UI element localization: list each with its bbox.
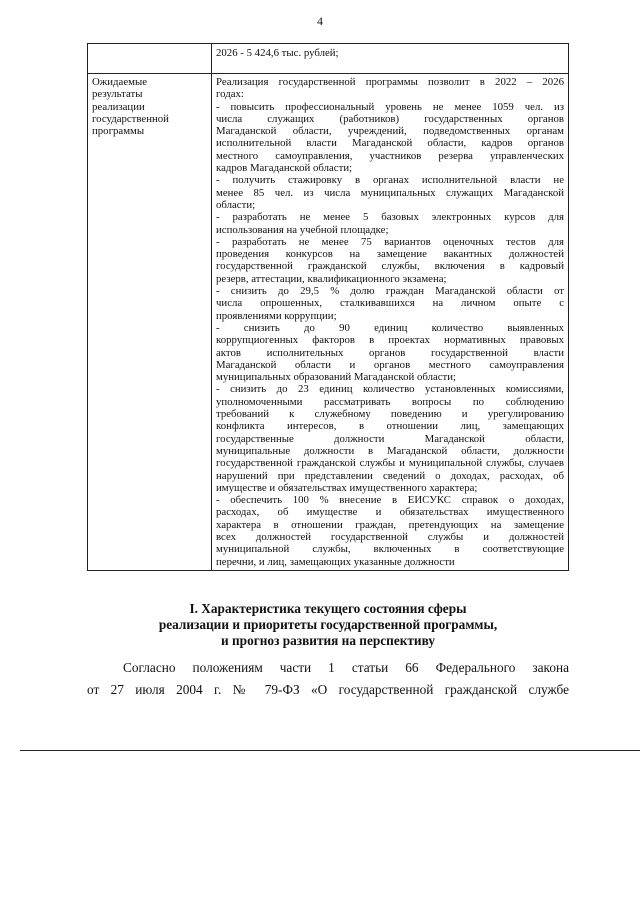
table-row <box>88 44 569 74</box>
text-line: - снизить до 29,5 % долю граждан Магаданской области от <box>216 285 564 298</box>
section-title-line: I. Характеристика текущего состояния сферы <box>189 601 467 616</box>
section-title <box>87 601 569 649</box>
program-passport-table <box>87 43 569 571</box>
text-line: местного самоуправления, участников резерва управленческих <box>216 149 564 162</box>
text-line: - разработать не менее 75 вариантов оценочных тестов для <box>216 235 564 248</box>
text-line: - снизить до 90 единиц количество выявленных <box>216 321 564 334</box>
text-line: использования на учебной площадке; <box>216 223 389 236</box>
text-line: требований к служебному поведению и урегулированию <box>216 408 564 421</box>
text-line: кадров Магаданской области; <box>216 162 353 175</box>
text-line: менее 85 чел. из числа муниципальных служащих Магаданской <box>216 186 564 199</box>
body-line: от 27 июля 2004 г. № 79-ФЗ «О государственной гражданской службе <box>87 682 569 697</box>
expected-results-value-cell <box>212 74 569 571</box>
text-line: расходах, об имуществе и обязательствах имущественного <box>216 506 564 519</box>
label-line: реализации <box>92 100 145 113</box>
label-line: результаты <box>92 88 143 101</box>
text-line: - повысить профессиональный уровень не менее 1059 чел. из <box>216 100 564 113</box>
page-divider-line <box>20 750 640 751</box>
text-line: - разработать не менее 5 базовых электронных курсов для <box>216 211 564 224</box>
text-line: всех должностей государственной службы и должностей <box>216 530 564 543</box>
text-line: проявлениями коррупции; <box>216 309 337 322</box>
text-line: нарушений при представлении сведений о доходах, расходах, об <box>216 469 564 482</box>
text-line: проведения конкурсов на замещение вакантных должностей <box>216 248 564 261</box>
text-line: имуществе и обязательствах имущественного характера; <box>216 481 478 494</box>
text-line: актов исполнительных органов государственной власти <box>216 346 564 359</box>
text-line: - получить стажировку в органах исполнительной власти не <box>216 174 564 187</box>
body-line: Согласно положениям части 1 статьи 66 Федерального закона <box>123 660 569 675</box>
text-line: числа опрошенных, сталкивавшихся на личном опыте с <box>216 297 564 310</box>
funding-amount-cell: 2026 - 5 424,6 тыс. рублей; <box>212 44 569 74</box>
text-line: муниципальных образований Магаданской области; <box>216 371 457 384</box>
label-line: программы <box>92 125 145 138</box>
page-number: 4 <box>317 14 323 28</box>
text-line: государственной гражданской службы и муниципальной службы, случаев <box>216 457 564 470</box>
value-lines <box>216 76 564 568</box>
body-paragraph <box>87 657 569 701</box>
label-line: государственной <box>92 112 169 125</box>
text-line: годах: <box>216 88 244 101</box>
table-cell-empty <box>88 44 212 74</box>
text-line: характера в отношении граждан, претендующих на замещение <box>216 518 564 531</box>
text-line: конфликта интересов, в отношении лиц, замещающих <box>216 420 564 433</box>
text-line: - обеспечить 100 % внесение в ЕИСУКС справок о доходах, <box>216 494 564 507</box>
text-line: Магаданской области, учреждений, подведомственных органам <box>216 125 564 138</box>
label-lines <box>92 76 207 137</box>
text-line: резерв, аттестации, квалификационного экзамена; <box>216 272 447 285</box>
text-line: области; <box>216 198 256 211</box>
text-line: Магаданской области и органов местного самоуправления <box>216 358 564 371</box>
text-line: исполнительной власти Магаданской области, кадров органов <box>216 137 564 150</box>
text-line: - снизить до 23 единиц количество установленных комиссиями, <box>216 383 564 396</box>
text-line: муниципальной службы, включенных в соответствующие <box>216 543 564 556</box>
text-line: Реализация государственной программы позволит в 2022 – 2026 <box>216 76 564 88</box>
text-line: числа служащих (работников) государственных органов <box>216 112 564 125</box>
label-line: Ожидаемые <box>92 76 147 88</box>
text-line: коррупциогенных факторов в проектах нормативных правовых <box>216 334 564 347</box>
text-line: государственной гражданской службы, включения в кадровый <box>216 260 564 273</box>
expected-results-label-cell <box>88 74 212 571</box>
text-line: уполномоченными рассматривать вопросы по соблюдению <box>216 395 564 408</box>
section-title-line: и прогноз развития на перспективу <box>221 633 435 648</box>
text-line: государственные должности Магаданской области, <box>216 432 564 445</box>
section-title-line: реализации и приоритеты государственной программы, <box>158 617 498 632</box>
text-line: муниципальные должности в Магаданской области, должности <box>216 444 564 457</box>
text-line: перечни, и лиц, замещающих указанные должности <box>216 555 455 568</box>
table-row <box>88 74 569 571</box>
